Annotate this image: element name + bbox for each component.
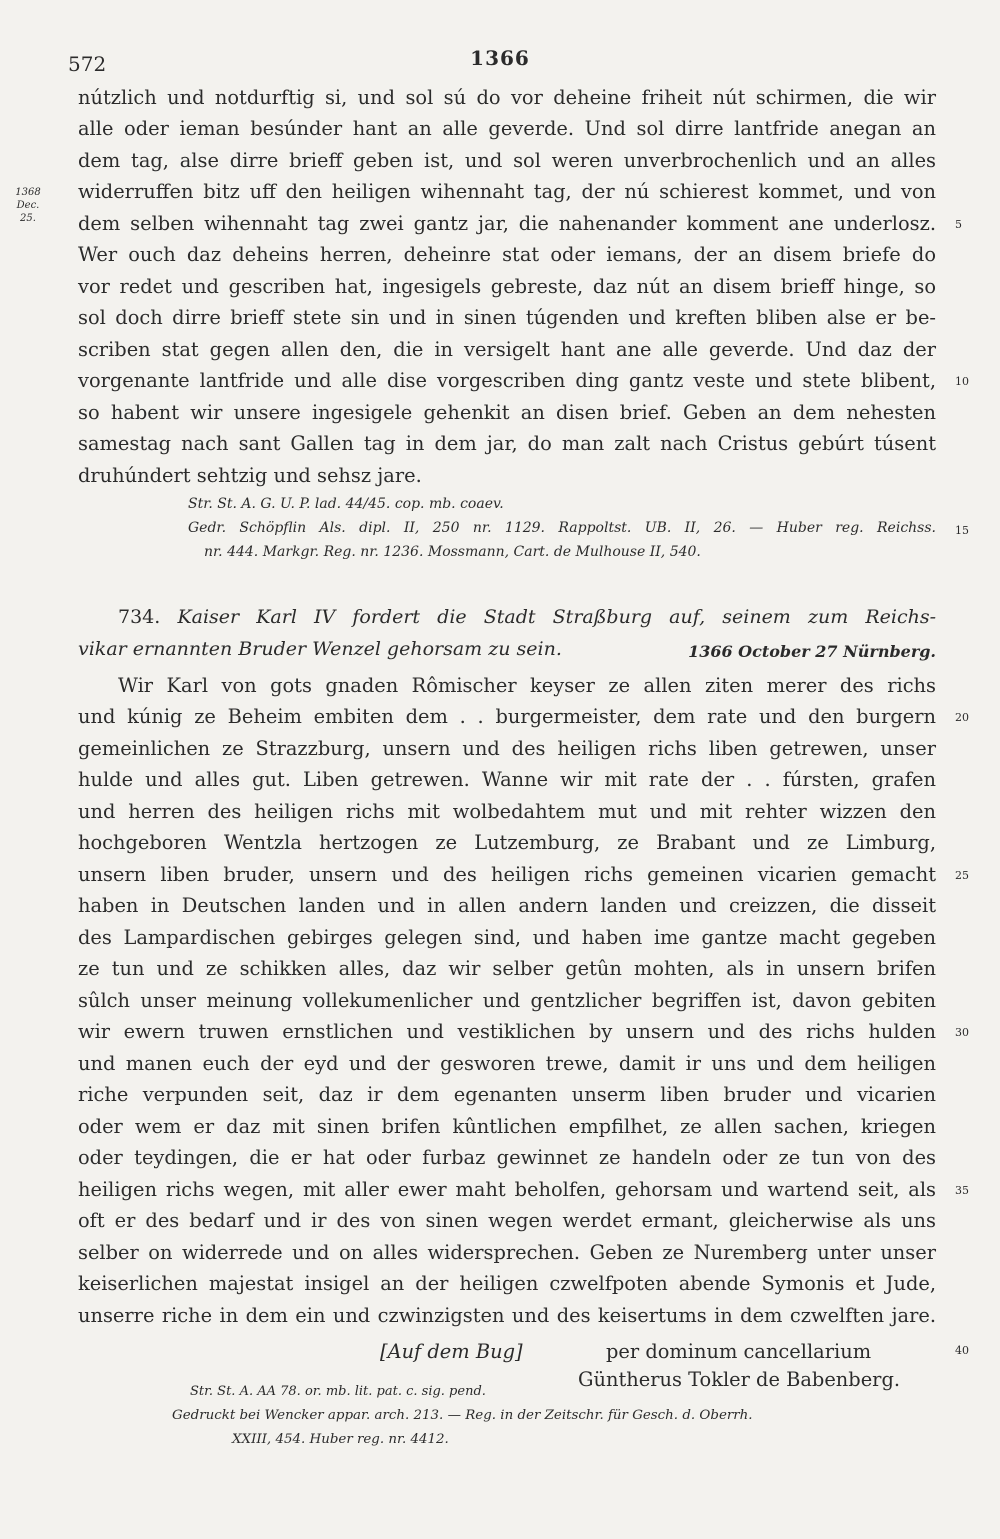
text-line: und kúnig ze Beheim embiten dem . . burgermeister, dem rate und den burgern	[78, 705, 936, 728]
text-line: gemeinlichen ze Strazzburg, unsern und des heiligen richs liben getrewen, unser	[78, 737, 936, 760]
text-line: und manen euch der eyd und der gesworen trewe, damit ir uns und dem heiligen	[78, 1052, 936, 1075]
source-line: Str. St. A. G. U. P. lad. 44/45. cop. mb. coaev.	[188, 496, 504, 512]
text-line: keiserlichen majestat insigel an der heiligen czwelfpoten abende Symonis et Jude,	[78, 1272, 936, 1295]
text-line: oder wem er daz mit sinen brifen kûntlichen empfilhet, ze allen sachen, kriegen	[78, 1115, 936, 1138]
line-number: 25	[955, 869, 969, 882]
text-line: vor redet und gescriben hat, ingesigels gebreste, daz nút an disem brieff hinge, so	[78, 275, 936, 298]
line-number: 5	[955, 218, 962, 231]
source-line: Gedruckt bei Wencker appar. arch. 213. — Reg. in der Zeitschr. für Gesch. d. Oberrh.	[172, 1408, 753, 1423]
text-line: dem tag, alse dirre brieff geben ist, und sol weren unverbrochenlich und an alles	[78, 149, 936, 172]
text-line: nútzlich und notdurftig si, und sol sú do vor deheine friheit nút schirmen, die wir	[78, 86, 936, 109]
signature-line: Güntherus Tokler de Babenberg.	[578, 1368, 901, 1391]
text-line: so habent wir unsere ingesigele gehenkit an disen brief. Geben an dem nehesten	[78, 401, 936, 424]
doc-number: 734.	[118, 606, 161, 628]
text-line: Wir Karl von gots gnaden Rômischer keyser ze allen ziten merer des richs	[118, 674, 936, 697]
text-line: scriben stat gegen allen den, die in versigelt hant ane alle geverde. Und daz der	[78, 338, 936, 361]
text-line: widerruffen bitz uff den heiligen wihennaht tag, der nú schierest kommet, und von	[78, 180, 936, 203]
text-line: oft er des bedarf und ir des von sinen wegen werdet ermant, gleicherwise als uns	[78, 1209, 936, 1232]
text-line: samestag nach sant Gallen tag in dem jar, do man zalt nach Cristus gebúrt túsent	[78, 432, 936, 455]
text-line: heiligen richs wegen, mit aller ewer maht beholfen, gehorsam und wartend seit, als	[78, 1178, 936, 1201]
text-line: druhúndert sehtzig und sehsz jare.	[78, 464, 422, 487]
text-line: dem selben wihennaht tag zwei gantz jar, die nahenander komment ane underlosz.	[78, 212, 936, 235]
text-line: sûlch unser meinung vollekumenlicher und gentzlicher begriffen ist, davon gebiten	[78, 989, 936, 1012]
running-head: 1366	[470, 46, 530, 70]
text-line: alle oder ieman besúnder hant an alle geverde. Und sol dirre lantfride anegan an	[78, 117, 936, 140]
text-line: unserre riche in dem ein und czwinzigsten und des keisertums in dem czwelften jare.	[78, 1304, 936, 1327]
text-line: vorgenante lantfride und alle dise vorgescriben ding gantz veste und stete blibent,	[78, 369, 936, 392]
line-number: 35	[955, 1184, 969, 1197]
line-number: 20	[955, 711, 969, 724]
text-line: hochgeboren Wentzla hertzogen ze Lutzemburg, ze Brabant und ze Limburg,	[78, 831, 936, 854]
text-line: sol doch dirre brieff stete sin und in sinen túgenden und kreften bliben alse er be-	[78, 306, 936, 329]
doc-date: 1366 October 27 Nürnberg.	[688, 642, 936, 661]
text-line: ze tun und ze schikken alles, daz wir selber getûn mohten, als in unsern brifen	[78, 957, 936, 980]
signature-line: per dominum cancellarium	[606, 1340, 872, 1363]
doc-title: vikar ernannten Bruder Wenzel gehorsam zu sein.	[78, 638, 562, 660]
text-line: haben in Deutschen landen und in allen andern landen und creizzen, die disseit	[78, 894, 936, 917]
page-number: 572	[68, 52, 107, 76]
bug-note: [Auf dem Bug]	[380, 1340, 523, 1363]
text-line: und herren des heiligen richs mit wolbedahtem mut und mit rehter wizzen den	[78, 800, 936, 823]
text-line: hulde und alles gut. Liben getrewen. Wanne wir mit rate der . . fúrsten, grafen	[78, 768, 936, 791]
line-number: 30	[955, 1026, 969, 1039]
text-line: Wer ouch daz deheins herren, deheinre stat oder iemans, der an disem briefe do	[78, 243, 936, 266]
margin-date-note	[8, 186, 48, 225]
margin-note-year: 1368	[15, 187, 41, 198]
text-line: selber on widerrede und on alles widersprechen. Geben ze Nuremberg unter unser	[78, 1241, 936, 1264]
margin-note-date: Dec. 25.	[16, 200, 40, 224]
text-line: oder teydingen, die er hat oder furbaz gewinnet ze handeln oder ze tun von des	[78, 1146, 936, 1169]
source-line: nr. 444. Markgr. Reg. nr. 1236. Mossmann, Cart. de Mulhouse II, 540.	[204, 544, 701, 560]
line-number: 10	[955, 375, 969, 388]
source-line: XXIII, 454. Huber reg. nr. 4412.	[232, 1432, 449, 1447]
source-line: Str. St. A. AA 78. or. mb. lit. pat. c. sig. pend.	[190, 1384, 486, 1399]
text-line: riche verpunden seit, daz ir dem egenanten unserm liben bruder und vicarien	[78, 1083, 936, 1106]
doc-title: Kaiser Karl IV fordert die Stadt Straßburg auf, seinem zum Reichs-	[177, 606, 936, 628]
text-line: wir ewern truwen ernstlichen und vestiklichen by unsern und des richs hulden	[78, 1020, 936, 1043]
text-line: unsern liben bruder, unsern und des heiligen richs gemeinen vicarien gemacht	[78, 863, 936, 886]
text-line: des Lampardischen gebirges gelegen sind, und haben ime gantze macht gegeben	[78, 926, 936, 949]
line-number: 15	[955, 524, 969, 537]
line-number: 40	[955, 1344, 969, 1357]
source-line: Gedr. Schöpflin Als. dipl. II, 250 nr. 1129. Rappoltst. UB. II, 26. — Huber reg. Reichss.	[188, 520, 936, 536]
